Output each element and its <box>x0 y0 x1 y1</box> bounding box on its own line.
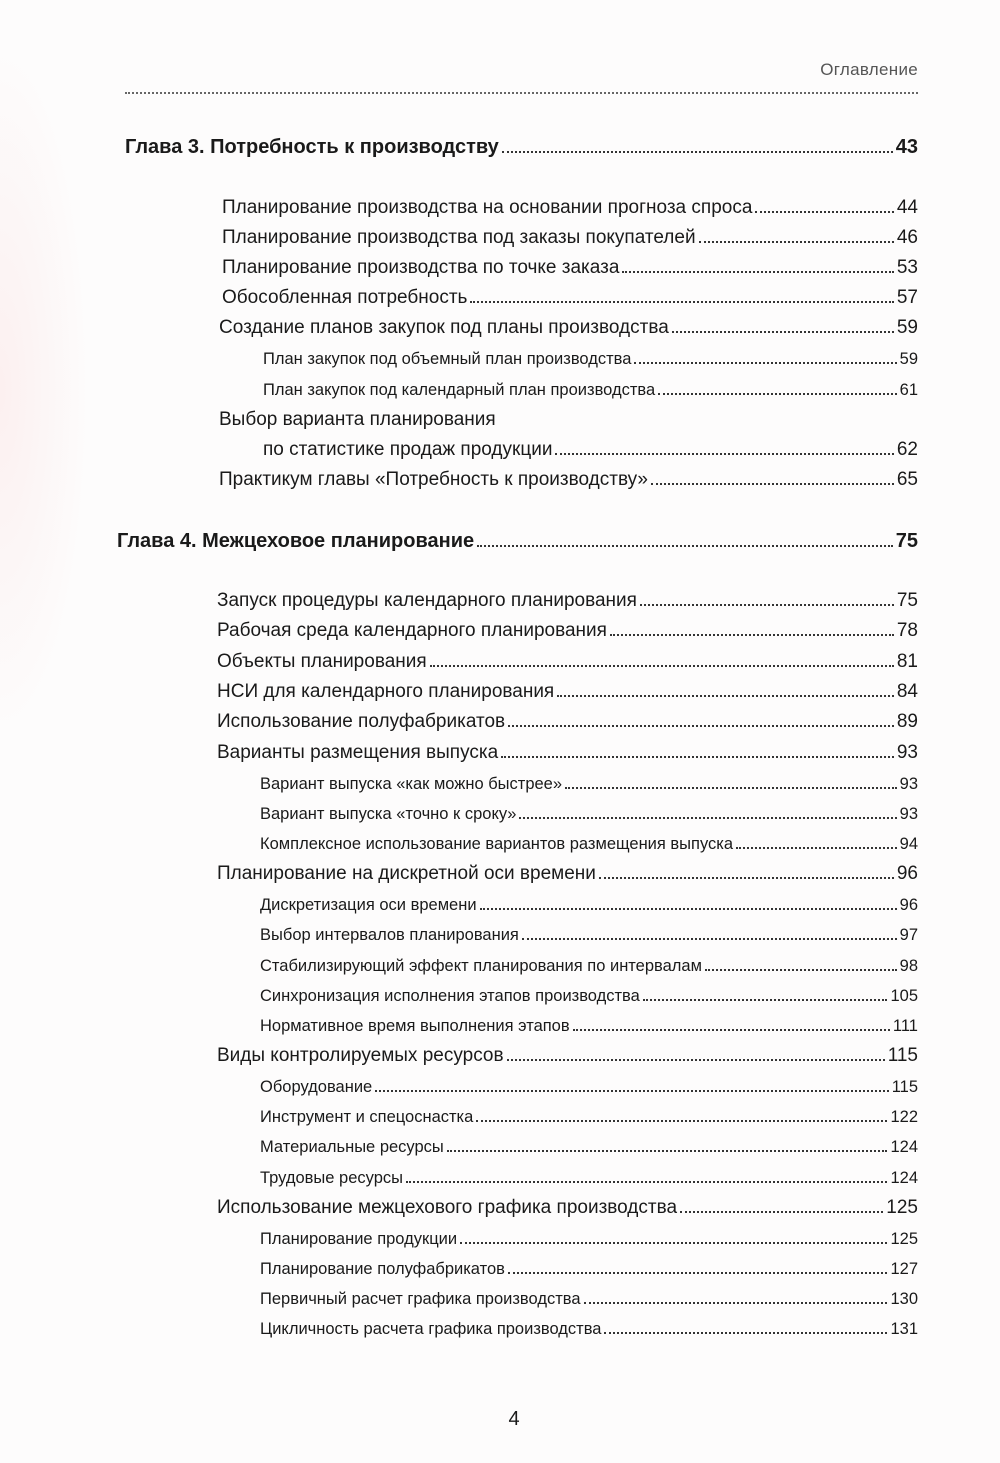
toc-page-number: 46 <box>896 227 918 249</box>
toc-entry[interactable] <box>217 711 918 733</box>
dot-leader <box>599 877 894 879</box>
dot-leader <box>699 241 894 243</box>
toc-page-number: 125 <box>890 1229 918 1248</box>
toc-entry-label: Вариант выпуска «как можно быстрее» <box>260 774 563 793</box>
page-number: 4 <box>508 1408 520 1430</box>
toc-entry[interactable] <box>263 350 918 369</box>
dot-leader <box>447 1150 888 1152</box>
toc-entry[interactable] <box>263 381 918 400</box>
dot-leader <box>622 271 893 273</box>
toc-entry[interactable] <box>260 775 918 794</box>
toc-entry[interactable] <box>260 1017 918 1036</box>
dot-leader <box>502 151 893 153</box>
toc-page-number: 98 <box>899 956 918 975</box>
toc-entry[interactable] <box>260 896 918 915</box>
dot-leader <box>470 301 893 303</box>
toc-entry-label: Практикум главы «Потребность к производству» <box>219 469 648 491</box>
toc-entry[interactable] <box>219 317 918 339</box>
toc-entry-label: Создание планов закупок под планы производства <box>219 317 669 339</box>
toc-entry-label: Цикличность расчета графика производства <box>260 1319 602 1338</box>
toc-page-number: 75 <box>895 529 918 552</box>
toc-page-number: 59 <box>896 317 918 339</box>
toc-page-number: 94 <box>899 834 918 853</box>
toc-page-number: 127 <box>890 1259 918 1278</box>
toc-entry-label: Планирование производства по точке заказа <box>222 257 620 279</box>
toc-entry-label: Вариант выпуска «точно к сроку» <box>260 804 517 823</box>
toc-page-number: 61 <box>899 380 918 399</box>
dot-leader <box>584 1302 888 1304</box>
toc-page-number: 96 <box>896 863 918 885</box>
toc-entry-label: Рабочая среда календарного планирования <box>217 620 607 642</box>
toc-entry-label: Выбор варианта планирования <box>219 409 496 431</box>
toc-entry-label: Синхронизация исполнения этапов производства <box>260 986 640 1005</box>
toc-entry[interactable] <box>217 742 918 764</box>
toc-entry-label: по статистике продаж продукции <box>263 439 553 461</box>
dot-leader <box>375 1090 888 1092</box>
toc-entry-label: НСИ для календарного планирования <box>217 681 555 703</box>
toc-entry[interactable] <box>260 1260 918 1279</box>
toc-page-number: 84 <box>896 681 918 703</box>
toc-entry[interactable] <box>260 1078 918 1097</box>
dot-leader <box>755 211 893 213</box>
toc-entry[interactable] <box>222 257 918 279</box>
dot-leader <box>634 362 896 364</box>
toc-page-number: 122 <box>890 1107 918 1126</box>
dot-leader <box>522 938 897 940</box>
toc-page-number: 115 <box>887 1045 918 1067</box>
toc-page-number: 59 <box>899 349 918 368</box>
dot-leader <box>519 817 896 819</box>
toc-entry[interactable] <box>260 805 918 824</box>
toc-entry-label: Планирование на дискретной оси времени <box>217 863 596 885</box>
dot-leader <box>508 1272 888 1274</box>
dot-leader <box>507 1059 885 1061</box>
toc-entry[interactable] <box>260 1138 918 1157</box>
toc-page-number: 62 <box>896 439 918 461</box>
toc-entry-label: Планирование полуфабрикатов <box>260 1259 505 1278</box>
toc-page-number: 93 <box>899 804 918 823</box>
toc-entry-label: План закупок под календарный план производства <box>263 380 656 399</box>
dot-leader <box>658 393 896 395</box>
toc-entry-label: Стабилизирующий эффект планирования по интервалам <box>260 956 702 975</box>
toc-entry[interactable] <box>260 1169 918 1188</box>
toc-entry[interactable] <box>217 620 918 642</box>
dot-leader <box>736 847 897 849</box>
toc-entry[interactable] <box>263 439 918 461</box>
toc-entry[interactable] <box>217 651 918 673</box>
toc-entry[interactable] <box>260 1230 918 1249</box>
dot-leader <box>430 665 894 667</box>
toc-entry-label: Глава 3. Потребность к производству <box>125 135 499 158</box>
toc-page-number: 44 <box>896 197 918 219</box>
toc-entry[interactable] <box>260 1320 918 1339</box>
toc-entry-label: Инструмент и спецоснастка <box>260 1107 474 1126</box>
toc-chapter[interactable] <box>125 136 918 159</box>
dot-leader <box>651 483 894 485</box>
dot-leader <box>573 1029 890 1031</box>
toc-entry-label: Глава 4. Межцеховое планирование <box>117 529 475 552</box>
toc-entry[interactable] <box>217 1197 918 1219</box>
dot-leader <box>406 1181 887 1183</box>
toc-page-number: 93 <box>896 742 918 764</box>
toc-entry[interactable] <box>222 287 918 309</box>
dot-leader <box>460 1242 887 1244</box>
dot-leader <box>565 787 897 789</box>
toc-page-number: 57 <box>896 287 918 309</box>
toc-page-number: 97 <box>899 925 918 944</box>
dot-leader <box>610 634 894 636</box>
toc-entry-label: Использование полуфабрикатов <box>217 711 506 733</box>
toc-page-number: 111 <box>892 1016 918 1035</box>
toc-entry[interactable] <box>217 1045 918 1067</box>
dot-leader <box>476 1120 887 1122</box>
toc-page-number: 105 <box>890 986 918 1005</box>
toc-entry[interactable] <box>260 987 918 1006</box>
toc-page-number: 81 <box>896 651 918 673</box>
toc-entry-label: Трудовые ресурсы <box>260 1168 403 1187</box>
toc-page-number: 78 <box>896 620 918 642</box>
toc-page-number: 43 <box>895 135 918 158</box>
dot-leader <box>680 1211 883 1213</box>
dot-leader <box>643 999 888 1001</box>
toc-page-number: 65 <box>896 469 918 491</box>
toc-entry-label: Оборудование <box>260 1077 373 1096</box>
toc-entry[interactable] <box>222 197 918 219</box>
toc-page-number: 131 <box>890 1319 918 1338</box>
dot-leader <box>555 453 893 455</box>
dot-leader <box>604 1332 887 1334</box>
toc-page-number: 115 <box>891 1077 918 1096</box>
toc-entry-label: Планирование производства на основании прогноза спроса <box>222 197 753 219</box>
toc-entry-label: План закупок под объемный план производства <box>263 349 632 368</box>
toc-entry[interactable] <box>217 590 918 612</box>
toc-entry[interactable] <box>260 926 918 945</box>
toc-page-number: 124 <box>890 1137 918 1156</box>
dot-leader <box>557 695 894 697</box>
toc-entry[interactable] <box>222 227 918 249</box>
toc-page-number: 125 <box>886 1197 918 1219</box>
toc-entry-label: Объекты планирования <box>217 651 427 673</box>
dot-leader <box>480 908 897 910</box>
toc-entry[interactable] <box>217 681 918 703</box>
toc-entry-label: Нормативное время выполнения этапов <box>260 1016 570 1035</box>
toc-entry-label: Виды контролируемых ресурсов <box>217 1045 504 1067</box>
toc-page-number: 53 <box>896 257 918 279</box>
dot-leader <box>672 331 894 333</box>
toc-entry-label: Комплексное использование вариантов размещения выпуска <box>260 834 734 853</box>
toc-page-number: 93 <box>899 774 918 793</box>
toc-page-number: 124 <box>890 1168 918 1187</box>
toc-entry-label: Дискретизация оси времени <box>260 895 477 914</box>
toc-page-number: 89 <box>896 711 918 733</box>
toc-page-number: 96 <box>899 895 918 914</box>
toc-entry[interactable] <box>219 469 918 491</box>
toc-entry-label: Планирование производства под заказы покупателей <box>222 227 696 249</box>
toc-entry-label: Выбор интервалов планирования <box>260 925 519 944</box>
running-header: Оглавление <box>820 60 918 79</box>
dot-leader <box>640 604 894 606</box>
toc-entry-label: Использование межцехового графика производства <box>217 1197 678 1219</box>
dot-leader <box>477 545 893 547</box>
dot-leader <box>508 725 894 727</box>
toc-entry-label: Запуск процедуры календарного планирования <box>217 590 637 612</box>
toc-entry-label: Материальные ресурсы <box>260 1137 444 1156</box>
toc-entry-label: Планирование продукции <box>260 1229 458 1248</box>
toc-entry[interactable] <box>260 1290 918 1309</box>
toc-entry[interactable] <box>260 1108 918 1127</box>
toc-entry[interactable] <box>217 863 918 885</box>
dot-leader <box>501 756 894 758</box>
toc-entry-label: Первичный расчет графика производства <box>260 1289 581 1308</box>
toc-page-number: 75 <box>896 590 918 612</box>
header-rule <box>125 92 918 94</box>
toc-entry-label: Обособленная потребность <box>222 287 468 309</box>
page-tint <box>0 40 90 740</box>
toc-entry-label: Варианты размещения выпуска <box>217 742 499 764</box>
toc-entry[interactable] <box>260 835 918 854</box>
dot-leader <box>705 969 897 971</box>
toc-chapter[interactable] <box>117 530 918 553</box>
toc-page-number: 130 <box>890 1289 918 1308</box>
toc-entry[interactable] <box>260 957 918 976</box>
